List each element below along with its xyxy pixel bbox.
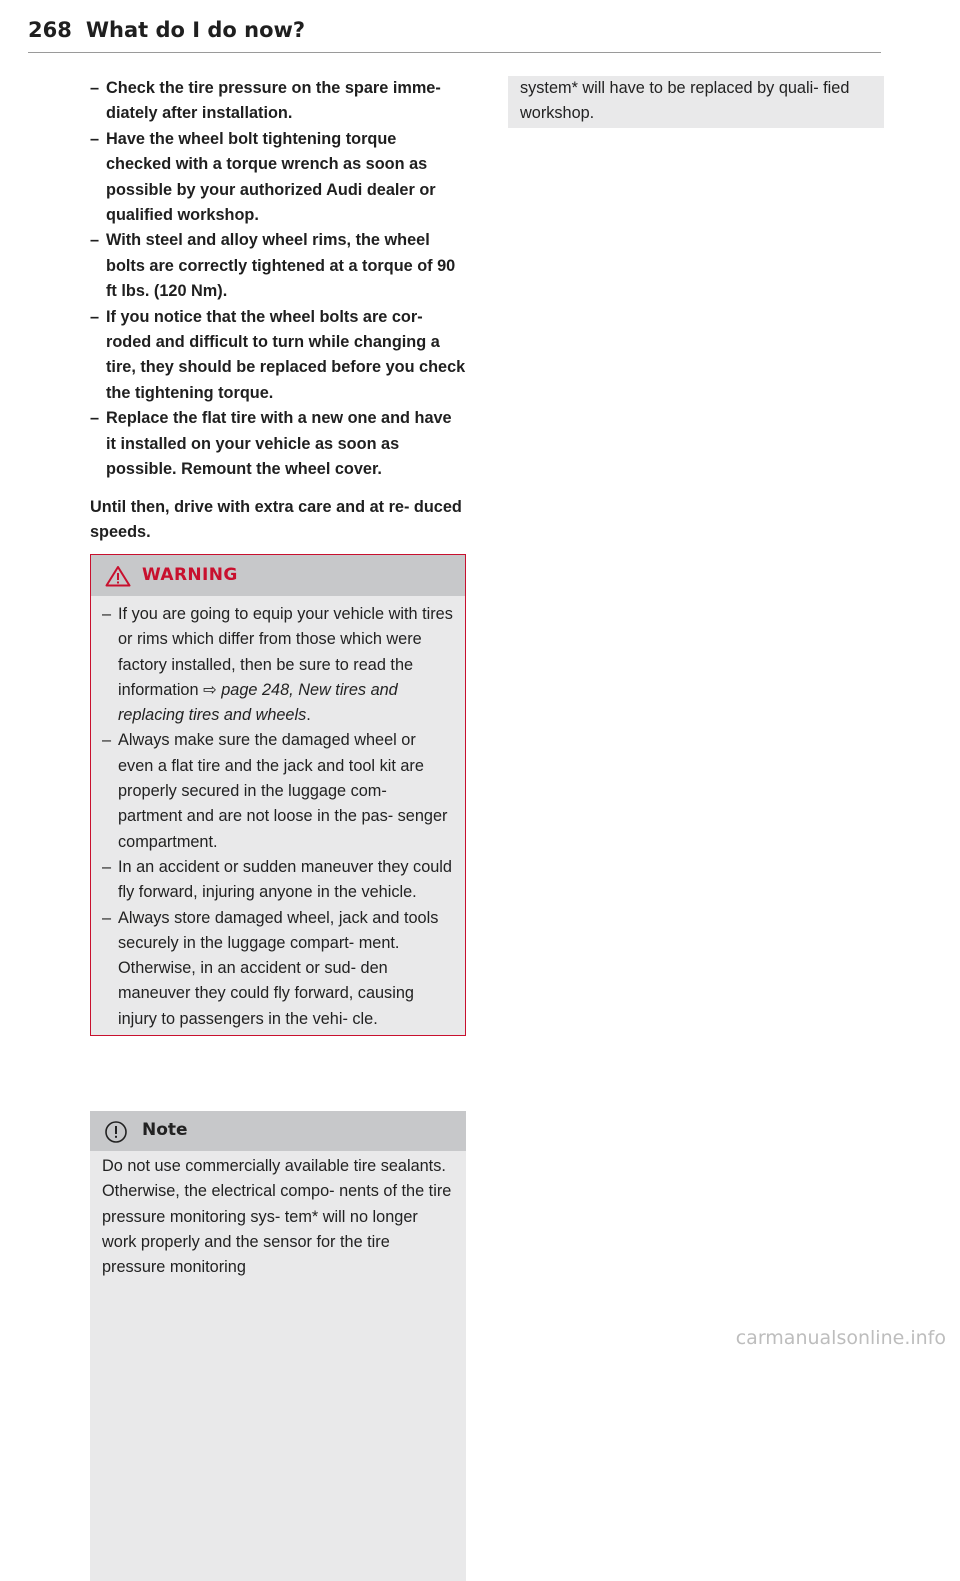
instruction-item: – Have the wheel bolt tightening torque checked with a torque wrench as soon as possible by your authorized Audi dealer or qualified workshop.: [90, 129, 436, 225]
warning-triangle-icon: [105, 565, 131, 587]
instruction-item: – If you notice that the wheel bolts are cor- roded and difficult to turn while changing a tire, they should be replaced before you check the tightening torque.: [90, 307, 466, 402]
closing-statement: Until then, drive with extra care and at re- duced speeds.: [90, 497, 462, 541]
instruction-item: – Check the tire pressure on the spare imme- diately after installation.: [90, 79, 446, 123]
warning-item: – If you are going to equip your vehicle with tires or rims which differ from those which were factory installed, then be sure to read the information ⇨ page 248, New tires and replacing tires and wheels.: [102, 605, 453, 725]
warning-list: [91, 596, 465, 1032]
left-column: [90, 76, 466, 562]
warning-header: [91, 555, 465, 596]
warning-box: [90, 554, 466, 1036]
note-text: Do not use commercially available tire sealants. Otherwise, the electrical compo- nents of the tire pressure monitoring sys- tem* will no longer work properly and the sensor for the tire pressure monitoring: [102, 1157, 452, 1277]
note-header: [90, 1111, 466, 1151]
warning-item: – Always make sure the damaged wheel or even a flat tire and the jack and tool kit are properly secured in the luggage com- partment and are not loose in the pas- senger compartment.: [102, 731, 448, 851]
instruction-item: – With steel and alloy wheel rims, the wheel bolts are correctly tightened at a torque of 90 ft lbs. (120 Nm).: [90, 231, 456, 301]
page-number: 268: [28, 18, 72, 42]
watermark: carmanualsonline.info: [735, 1327, 946, 1349]
section-title: What do I do now?: [85, 18, 306, 42]
header-divider: [28, 52, 881, 53]
warning-title: WARNING: [142, 565, 238, 585]
note-box: [90, 1111, 466, 1581]
page-header: [28, 18, 880, 42]
continued-note-text: system* will have to be replaced by quali- fied workshop.: [520, 79, 850, 123]
note-title: Note: [142, 1120, 188, 1140]
note-circle-icon: [104, 1120, 128, 1144]
page-reference-link[interactable]: ⇨ page 248, New tires and replacing tires and wheels: [118, 680, 398, 725]
right-column-continuation: [508, 76, 884, 128]
instruction-list: [90, 76, 466, 483]
instruction-item: – Replace the flat tire with a new one and have it installed on your vehicle as soon as possible. Remount the wheel cover.: [90, 409, 452, 479]
warning-item: – In an accident or sudden maneuver they could fly forward, injuring anyone in the vehicle.: [102, 857, 452, 902]
warning-item: – Always store damaged wheel, jack and tools securely in the luggage compart- ment. Otherwise, in an accident or sud- den maneuver they could fly forward, causing injury to passengers in the vehi- cle.: [102, 908, 439, 1028]
